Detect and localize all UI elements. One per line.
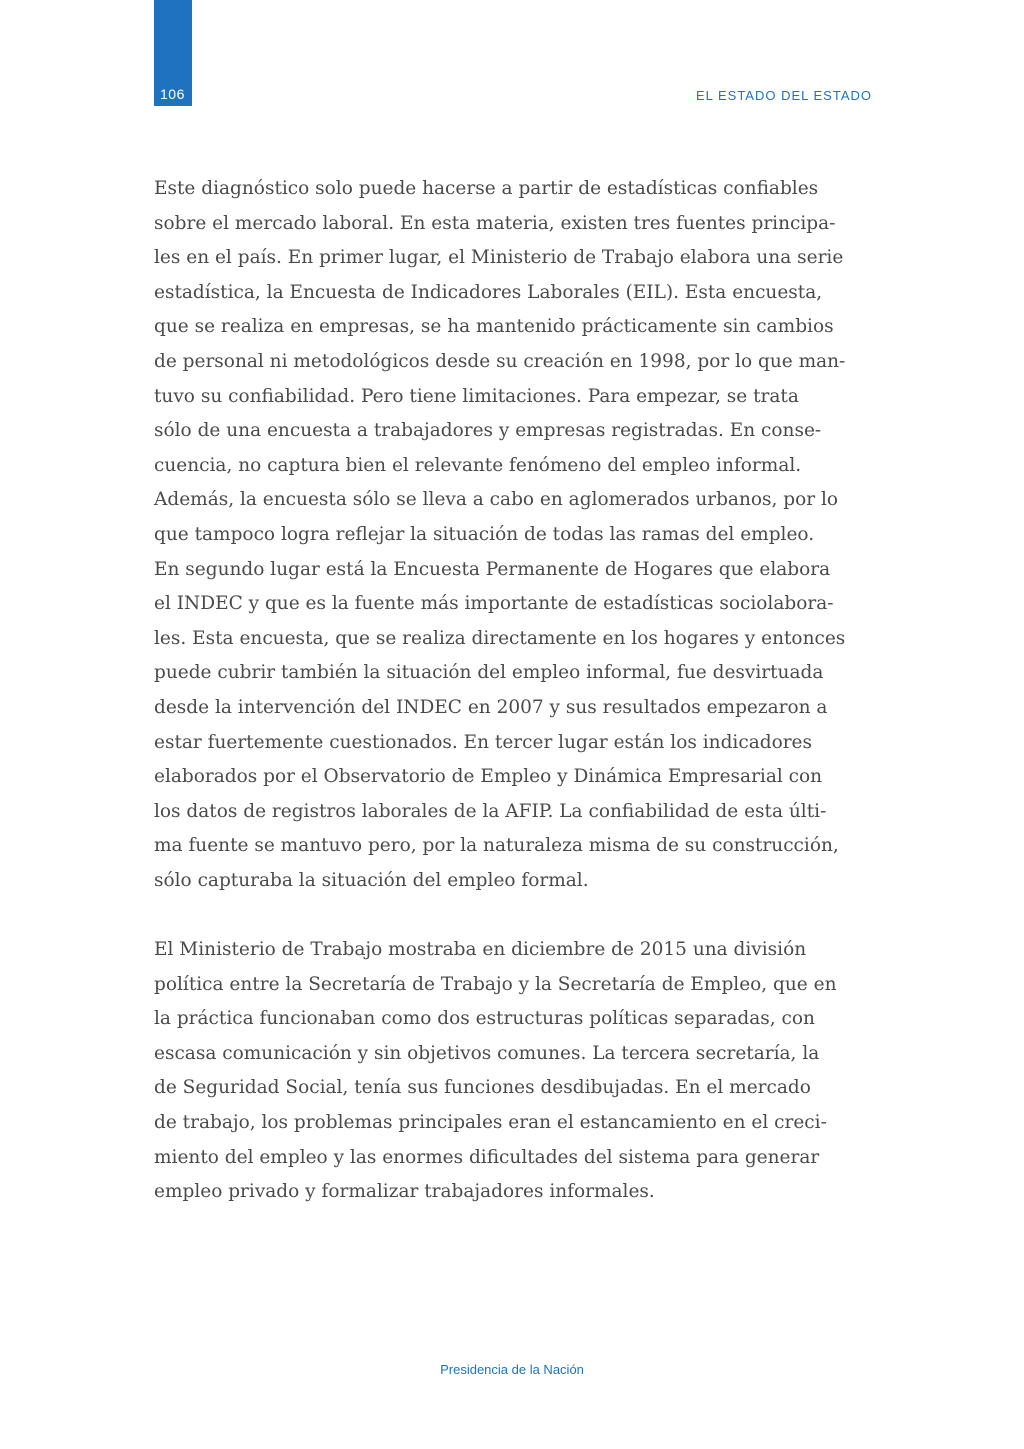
page-number: 106 bbox=[160, 86, 185, 102]
paragraph-2: El Ministerio de Trabajo mostraba en diciembre de 2015 una división política entre la Secretaría de Trabajo y la Secretaría de Empleo, que en la práctica funcionaban como dos estructuras políticas separadas, con escasa comunicación y sin objetivos comunes. La tercera secretaría, la de Seguridad Social, tenía sus funciones desdibujadas. En el mercado de trabajo, los problemas principales eran el estancamiento en el creci- miento del empleo y las enormes dificultades del sistema para generar empleo privado y formalizar trabajadores informales. bbox=[154, 939, 837, 1203]
footer-text: Presidencia de la Nación bbox=[440, 1362, 584, 1377]
paragraph-1: Este diagnóstico solo puede hacerse a partir de estadísticas confiables sobre el mercado laboral. En esta materia, existen tres fuentes principa- les en el país. En primer lugar, el Ministerio de Trabajo elabora una serie estadística, la Encuesta de Indicadores Laborales (EIL). Esta encuesta, que se realiza en empresas, se ha mantenido prácticamente sin cambios de personal ni metodológicos desde su creación en 1998, por lo que man- tuvo su confiabilidad. Pero tiene limitaciones. Para empezar, se trata sólo de una encuesta a trabajadores y empresas registradas. En conse- cuencia, no captura bien el relevante fenómeno del empleo informal. Además, la encuesta sólo se lleva a cabo en aglomerados urbanos, por lo que tampoco logra reflejar la situación de todas las ramas del empleo. En segundo lugar está la Encuesta Permanente de Hogares que elabora el INDEC y que es la fuente más importante de estadísticas sociolabora- les. Esta encuesta, que se realiza directamente en los hogares y entonces puede cubrir también la situación del empleo informal, fue desvirtuada desde la intervención del INDEC en 2007 y sus resultados empezaron a estar fuertemente cuestionados. En tercer lugar están los indicadores elaborados por el Observatorio de Empleo y Dinámica Empresarial con los datos de registros laborales de la AFIP. La confiabilidad de esta últi- ma fuente se mantuvo pero, por la naturaleza misma de su construcción, sólo capturaba la situación del empleo formal. bbox=[154, 178, 846, 891]
body-text bbox=[154, 172, 874, 1210]
running-header-title: EL ESTADO DEL ESTADO bbox=[695, 88, 872, 103]
